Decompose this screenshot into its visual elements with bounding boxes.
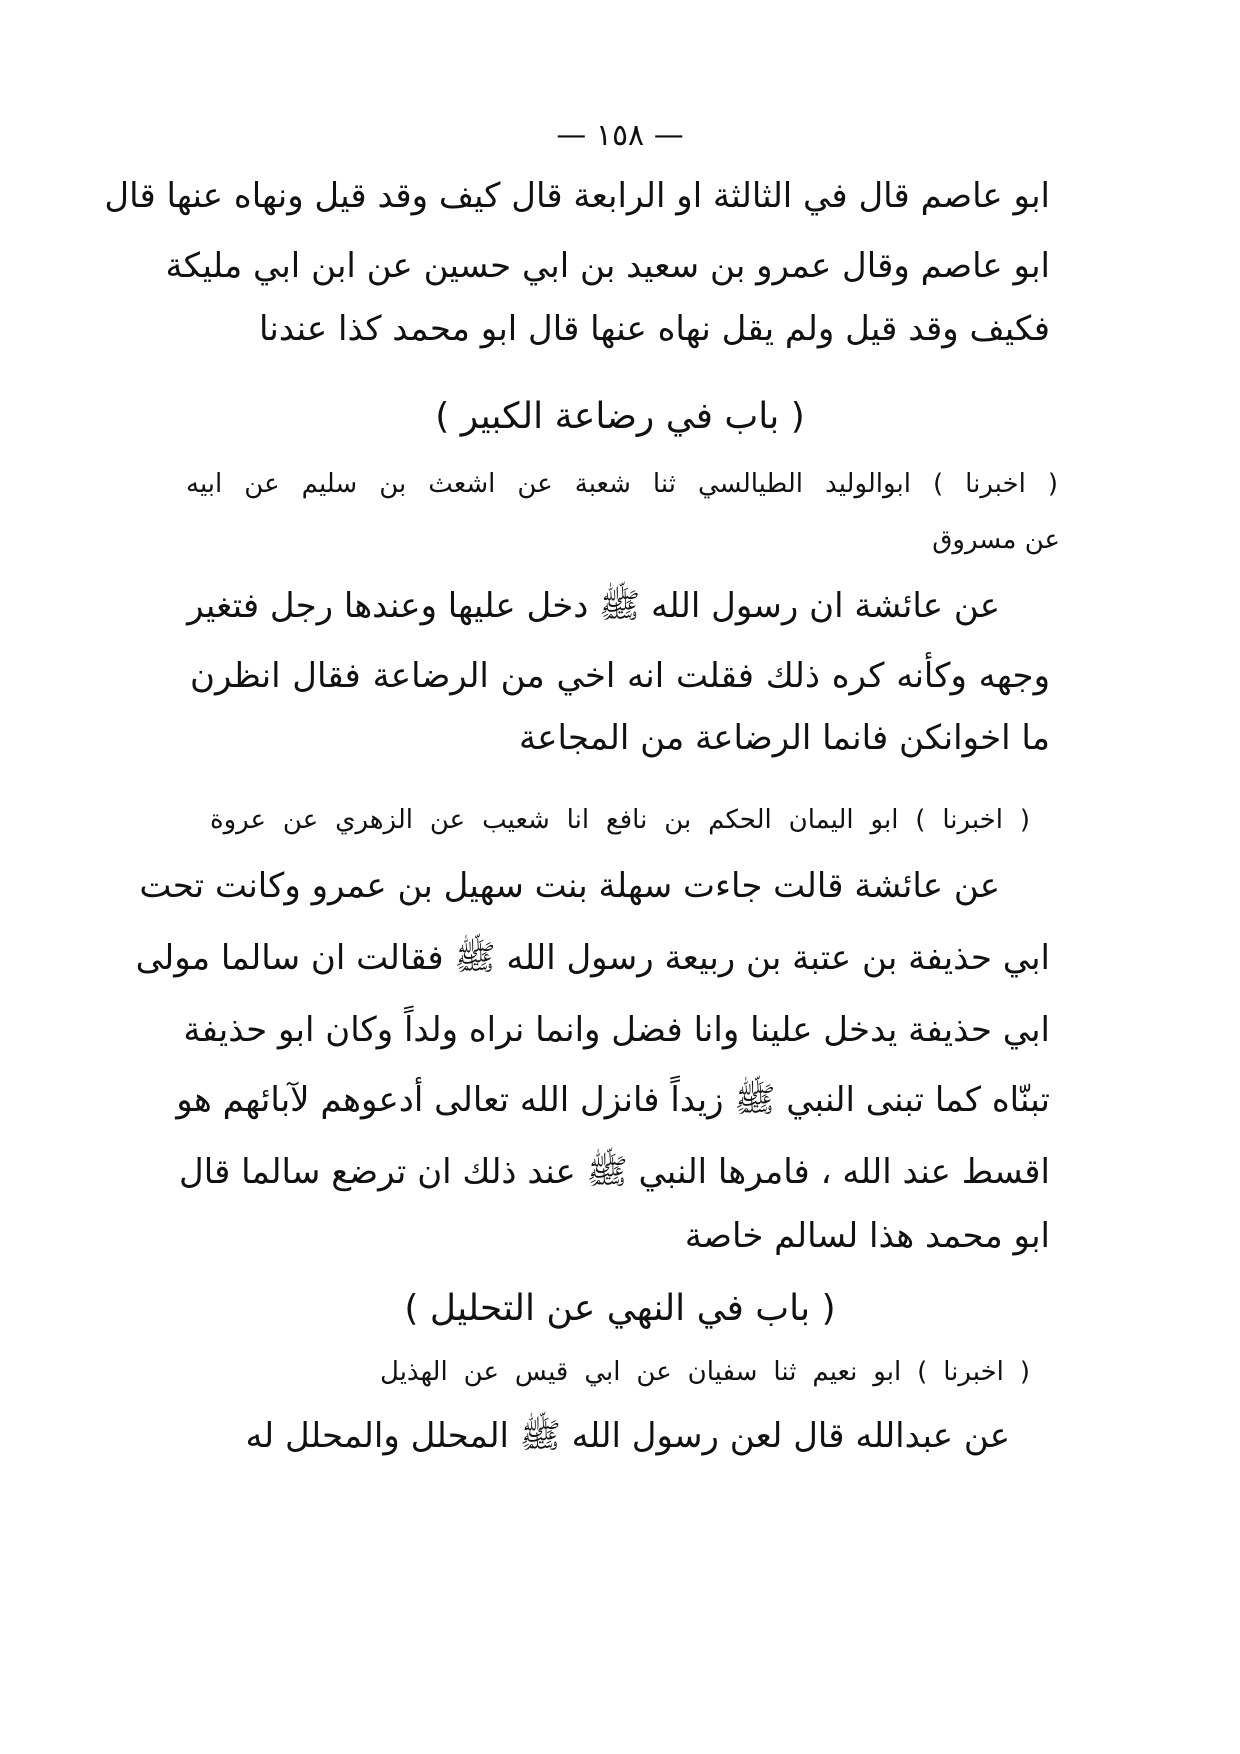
chapter-heading: ( باب في رضاعة الكبير ) — [435, 396, 805, 437]
matn-line: ابي حذيفة بن عتبة بن ربيعة رسول الله ﷺ فقالت ان سالما مولى — [135, 938, 1050, 978]
text-line: فكيف وقد قيل ولم يقل نهاه عنها قال ابو محمد كذا عندنا — [259, 309, 1050, 349]
isnad-line: عن مسروق — [932, 525, 1060, 555]
matn-line: عن عائشة ان رسول الله ﷺ دخل عليها وعندها رجل فتغير — [187, 586, 1000, 626]
chapter-heading: ( باب في النهي عن التحليل ) — [404, 1288, 836, 1329]
isnad-line: ( اخبرنا ) ابو اليمان الحكم بن نافع انا شعيب عن الزهري عن عروة — [210, 805, 1030, 835]
matn-line: ابو محمد هذا لسالم خاصة — [684, 1216, 1050, 1256]
matn-line: اقسط عند الله ، فامرها النبي ﷺ عند ذلك ان ترضع سالما قال — [179, 1152, 1050, 1192]
matn-line: ابي حذيفة يدخل علينا وانا فضل وانما نراه ولداً وكان ابو حذيفة — [183, 1010, 1050, 1050]
text-line: ابو عاصم وقال عمرو بن سعيد بن ابي حسين عن ابن ابي مليكة — [165, 246, 1050, 286]
page-number: — ١٥٨ — — [556, 118, 684, 153]
matn-line: ما اخوانكن فانما الرضاعة من المجاعة — [519, 718, 1050, 758]
matn-line: عن عبدالله قال لعن رسول الله ﷺ المحلل والمحلل له — [245, 1416, 1010, 1456]
matn-line: وجهه وكأنه كره ذلك فقلت انه اخي من الرضاعة فقال انظرن — [190, 656, 1050, 696]
matn-line: تبنّاه كما تبنى النبي ﷺ زيداً فانزل الله تعالى أدعوهم لآبائهم هو — [176, 1080, 1050, 1120]
text-line: ابو عاصم قال في الثالثة او الرابعة قال كيف وقد قيل ونهاه عنها قال — [104, 176, 1050, 216]
isnad-line: ( اخبرنا ) ابو نعيم ثنا سفيان عن ابي قيس عن الهذيل — [380, 1357, 1030, 1387]
isnad-line: ( اخبرنا ) ابوالوليد الطيالسي ثنا شعبة عن اشعث بن سليم عن ابيه — [186, 469, 1058, 499]
matn-line: عن عائشة قالت جاءت سهلة بنت سهيل بن عمرو وكانت تحت — [139, 866, 1000, 906]
